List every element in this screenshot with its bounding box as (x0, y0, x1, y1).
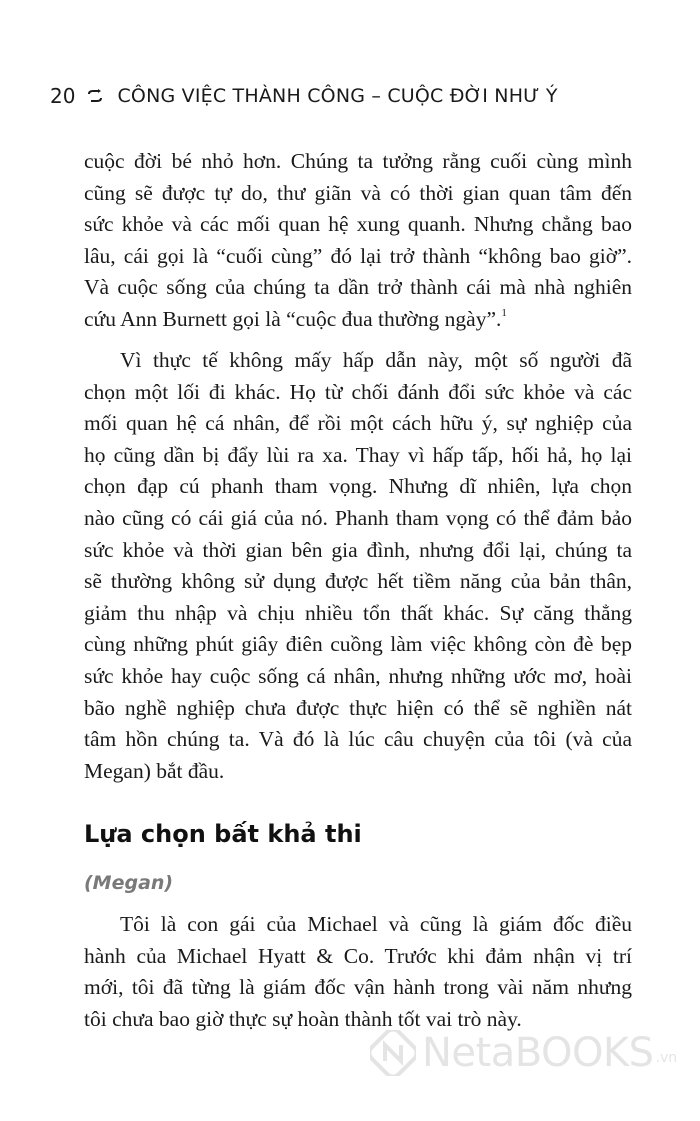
text-line: cứu Ann Burnett gọi là “cuộc đua thường ngày”. (84, 306, 502, 331)
text-line-with-footnote (84, 304, 632, 336)
text-line: Tôi là con gái của Michael và cũng là giám đốc điều (120, 912, 632, 936)
running-title: CÔNG VIỆC THÀNH CÔNG – CUỘC ĐỜI NHƯ Ý (117, 85, 558, 107)
text-line: cuộc đời bé nhỏ hơn. Chúng ta tưởng rằng cuối cùng mình (84, 149, 632, 173)
text-line: sức khỏe và các mối quan hệ xung quanh. Nhưng chẳng bao (84, 212, 632, 237)
text-line: sức khỏe hay cuộc sống cá nhân, nhưng những ước mơ, hoài (84, 663, 632, 688)
text-line: chọn đạp cú phanh tham vọng. Nhưng dĩ nhiên, lựa chọn (84, 474, 632, 499)
text-line: bão nghề nghiệp chưa được thực hiện có thể sẽ nghiền nát (84, 695, 632, 720)
text-line: tâm hồn chúng ta. Và đó là lúc câu chuyện của tôi (và của (84, 727, 632, 752)
text-line: hành của Michael Hyatt & Co. Trước khi đảm nhận vị trí (84, 943, 632, 968)
text-line: chọn một lối đi khác. Họ từ chối đánh đổi sức khỏe và các (84, 379, 632, 404)
text-line: Megan) bắt đầu. (84, 758, 225, 783)
text-line: họ cũng dần bị đẩy lùi ra xa. Thay vì hấp tấp, hối hả, họ lại (84, 442, 632, 467)
footnote-marker[interactable]: 1 (501, 306, 507, 319)
text-line: lâu, cái gọi là “cuối cùng” đó lại trở thành “không bao giờ”. (84, 243, 632, 268)
watermark (370, 1030, 677, 1076)
text-line: nào cũng có cái giá của nó. Phanh tham vọng có thể đảm bảo (84, 505, 632, 530)
text-line: cũng sẽ được tự do, thư giãn và có thời gian quan tâm đến (84, 180, 632, 205)
section-heading: Lựa chọn bất khả thi (84, 820, 362, 848)
text-line: mới, tôi đã từng là giám đốc vận hành trong vài năm nhưng (84, 975, 632, 1000)
netabooks-logo-icon (370, 1030, 416, 1076)
paragraph-1 (84, 146, 632, 336)
paragraph-2 (84, 345, 632, 787)
text-line: sẽ thường không sử dụng được hết tiềm năng của bản thân, (84, 569, 632, 594)
text-line: Và cuộc sống của chúng ta dần trở thành cái mà nhà nghiên (84, 275, 632, 300)
watermark-brand: NetaBOOKS (422, 1030, 654, 1076)
text-line: cùng những phút giây điên cuồng làm việc không còn đè bẹp (84, 632, 632, 657)
watermark-domain: .vn (655, 1050, 678, 1066)
running-header (50, 83, 558, 109)
text-line: giảm thu nhập và chịu nhiều tổn thất khác. Sự căng thẳng (84, 600, 632, 625)
curved-arrow-icon (87, 89, 103, 103)
text-line: mối quan hệ cá nhân, để rồi một cách hữu ý, sự nghiệp của (84, 411, 632, 436)
text-line: Vì thực tế không mấy hấp dẫn này, một số người đã (120, 348, 632, 372)
section-author: (Megan) (84, 872, 174, 894)
text-line: tôi chưa bao giờ thực sự hoàn thành tốt vai trò này. (84, 1006, 522, 1031)
paragraph-3 (84, 909, 632, 1035)
page-number: 20 (50, 84, 76, 108)
text-line: sức khỏe và thời gian bên gia đình, nhưng đổi lại, chúng ta (84, 537, 632, 562)
